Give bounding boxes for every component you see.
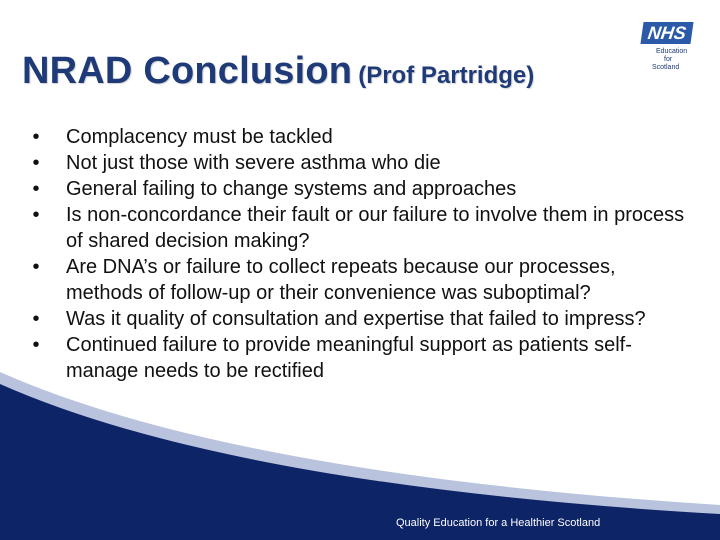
- bullet-icon: •: [32, 334, 40, 356]
- title-subtitle: (Prof Partridge): [358, 62, 535, 89]
- bullet-icon: •: [32, 126, 40, 148]
- nhs-education-scotland-logo: [636, 22, 700, 84]
- title-main: NRAD Conclusion: [22, 50, 353, 92]
- bullet-icon: •: [32, 152, 40, 174]
- logo-line-education: Education: [656, 48, 688, 55]
- bullet-item: [30, 202, 690, 254]
- slide-title: [22, 50, 534, 93]
- bullet-icon: •: [32, 256, 40, 278]
- logo-line-scotland: Scotland: [652, 64, 680, 71]
- bullet-item: [30, 150, 690, 176]
- logo-text: [636, 48, 700, 72]
- bullet-item: [30, 332, 690, 384]
- bullet-item: [30, 124, 690, 150]
- bullet-icon: •: [32, 178, 40, 200]
- bullet-list: [30, 124, 690, 384]
- bullet-text: Continued failure to provide meaningful support as patients self-manage needs to be rectified: [66, 334, 632, 382]
- bullet-item: [30, 254, 690, 306]
- bullet-text: Was it quality of consultation and expertise that failed to impress?: [66, 308, 646, 330]
- swoosh-dark-band: [0, 384, 720, 540]
- footer-tagline: Quality Education for a Healthier Scotland: [396, 517, 601, 529]
- logo-line-for: for: [664, 56, 673, 63]
- nhs-logo-box: NHS: [640, 22, 693, 44]
- bullet-text: Complacency must be tackled: [66, 126, 333, 148]
- bullet-text: Is non-concordance their fault or our failure to involve them in process of shared decision making?: [66, 204, 685, 252]
- bullet-text: Are DNA’s or failure to collect repeats because our processes, methods of follow-up or their convenience was suboptimal?: [66, 256, 616, 304]
- bullet-icon: •: [32, 308, 40, 330]
- bullet-icon: •: [32, 204, 40, 226]
- bullet-text: Not just those with severe asthma who die: [66, 152, 441, 174]
- bullet-item: [30, 176, 690, 202]
- bullet-item: [30, 306, 690, 332]
- bullet-text: General failing to change systems and approaches: [66, 178, 517, 200]
